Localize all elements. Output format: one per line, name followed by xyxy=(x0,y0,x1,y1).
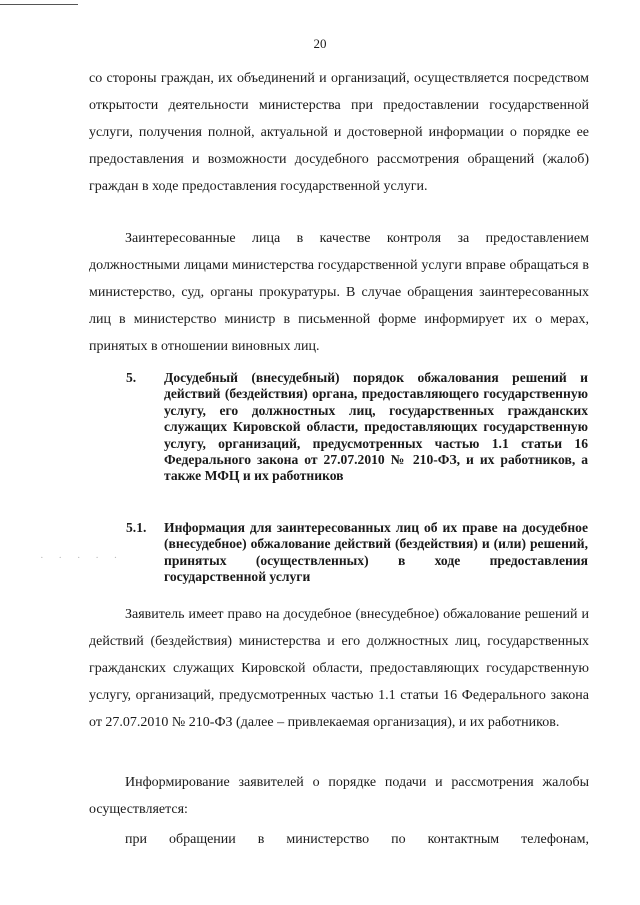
paragraph-contact-phones: при обращении в министерство по контактным телефонам, xyxy=(125,832,589,847)
section-5-1-heading: Информация для заинтересованных лиц об их праве на досудебное (внесудебное) обжалование действий (бездействия) и (или) решений, принятых (осуществленных) в ходе предоставления государственной услуги xyxy=(164,520,588,585)
section-5-1-number: 5.1. xyxy=(126,520,147,535)
top-edge-rule xyxy=(0,4,78,5)
section-5-number: 5. xyxy=(126,370,137,385)
margin-dots: · · · · · xyxy=(40,552,124,564)
paragraph-appeal-right: Заявитель имеет право на досудебное (внесудебное) обжалование решений и действий (бездействия) министерства и его должностных лиц, государственных гражданских служащих Кировской области, предоставляющих государственную услугу, организаций, предусмотренных частью 1.1 статьи 16 Федерального закона от 27.07.2010 № 210-ФЗ (далее – привлекаемая организация), и их работников. xyxy=(89,607,589,730)
paragraph-informing: Информирование заявителей о порядке подачи и рассмотрения жалобы осуществляется: xyxy=(89,775,589,817)
paragraph-interested-parties: Заинтересованные лица в качестве контроля за предоставлением должностными лицами министерства государственной услуги вправе обращаться в министерство, суд, органы прокуратуры. В случае обращения заинтересованных лиц в министерство министр в письменной форме информирует их о мерах, принятых в отношении виновных лиц. xyxy=(89,231,589,354)
paragraph-public-control: со стороны граждан, их объединений и организаций, осуществляется посредством открытости деятельности министерства при предоставлении государственной услуги, получения полной, актуальной и достоверной информации о порядке ее предоставления и возможности досудебного рассмотрения обращений (жалоб) граждан в ходе предоставления государственной услуги. xyxy=(89,71,589,194)
section-5-heading: Досудебный (внесудебный) порядок обжалования решений и действий (бездействия) органа, предоставляющего государственную услугу, его должностных лиц, государственных гражданских служащих Кировской области, предоставляющих государственную услугу, организаций, предусмотренных частью 1.1 статьи 16 Федерального закона от 27.07.2010 № 210-ФЗ, и их работников, а также МФЦ и их работников xyxy=(164,370,588,484)
page-number: 20 xyxy=(313,36,327,51)
